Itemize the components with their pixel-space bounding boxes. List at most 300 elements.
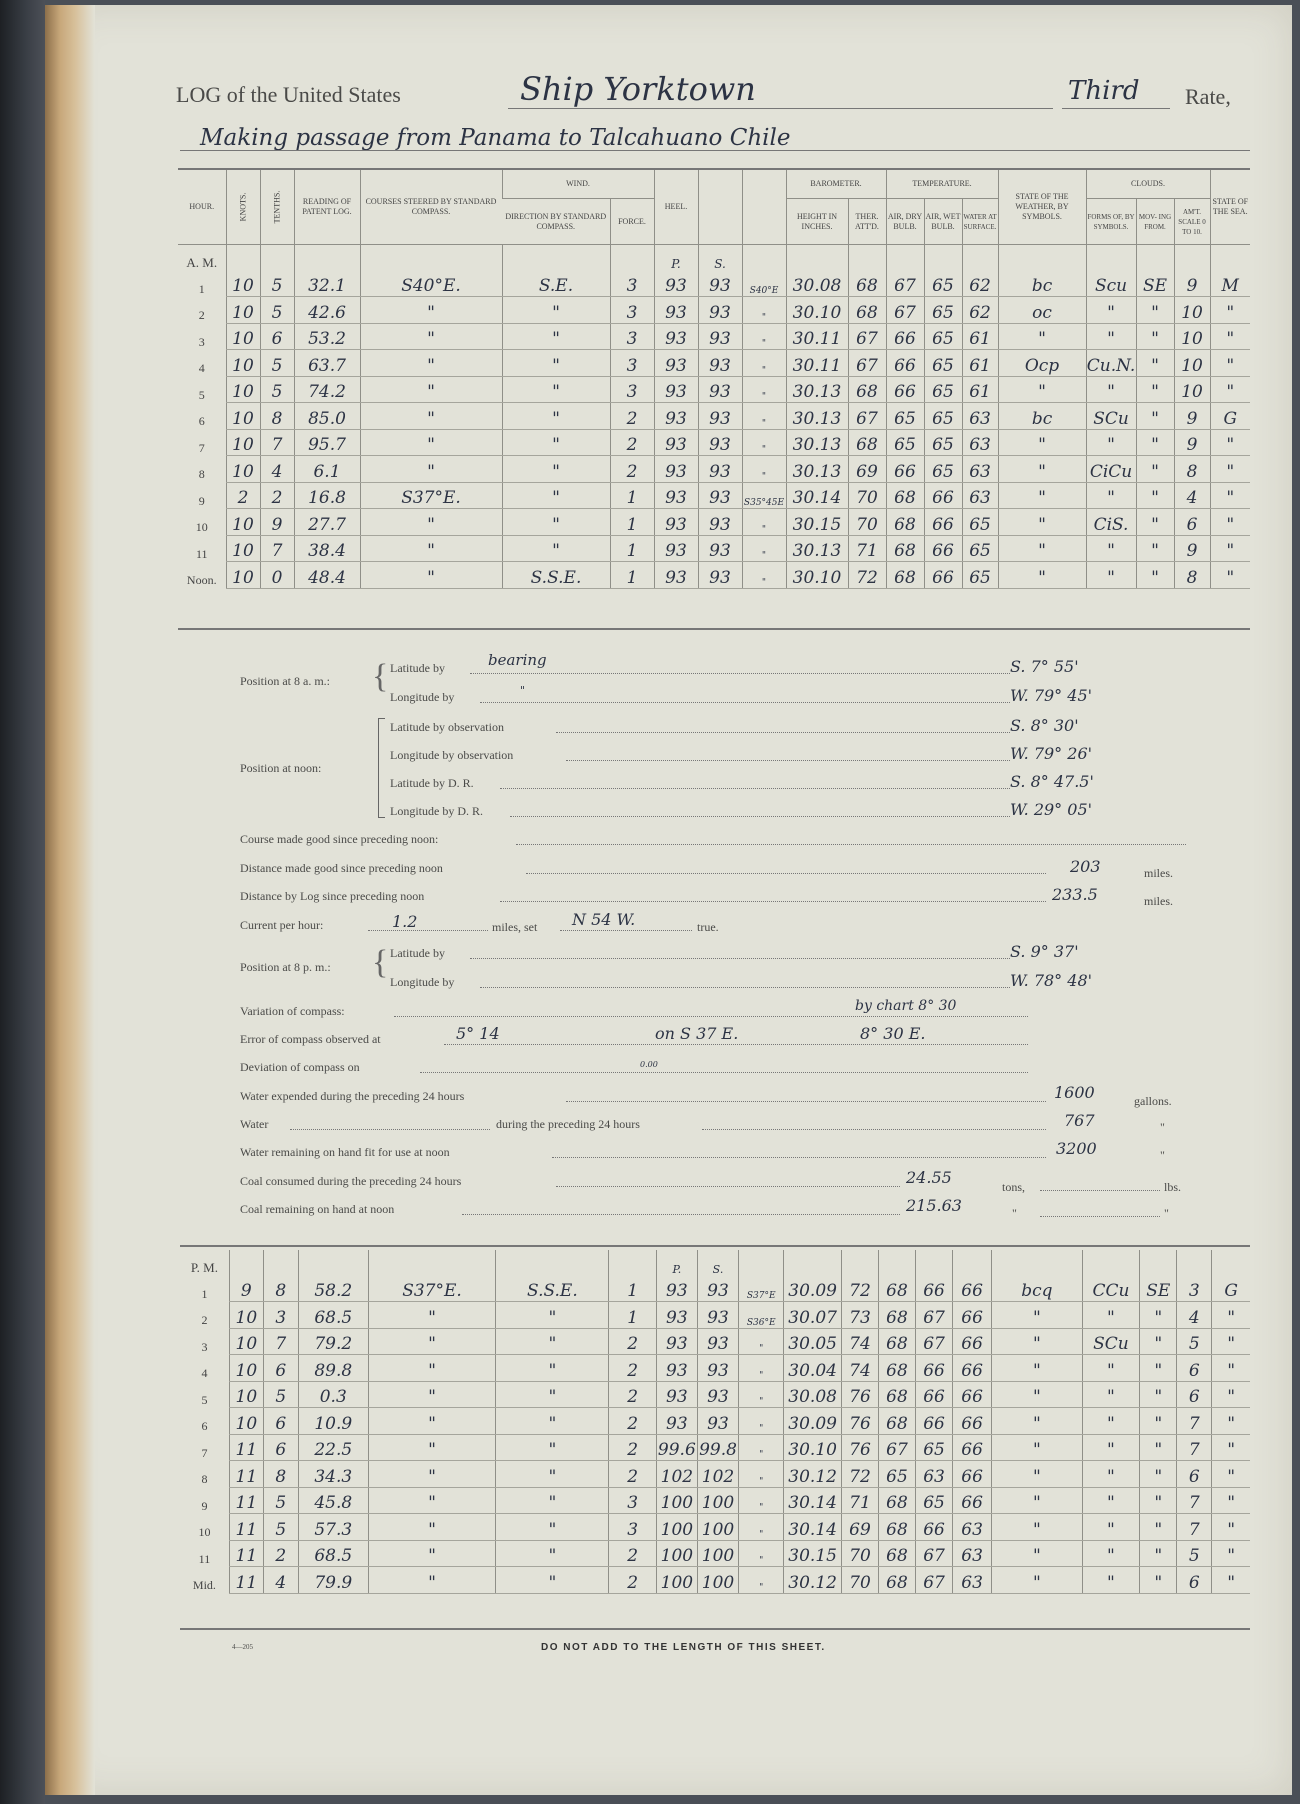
table-cell: ": [502, 535, 610, 562]
table-cell: ": [502, 429, 610, 456]
table-cell: 30.14: [784, 1514, 842, 1541]
table-cell: ": [368, 1540, 496, 1567]
table-cell: 67: [848, 323, 886, 350]
pos8am-label: Position at 8 a. m.:: [240, 674, 330, 688]
table-cell: 30.10: [786, 297, 848, 324]
table-cell: ": [998, 429, 1086, 456]
table-cell: 70: [841, 1567, 878, 1594]
table-cell: 63: [962, 403, 998, 430]
table-cell: 65: [924, 376, 962, 403]
table-cell: 100: [656, 1540, 697, 1567]
tons-label: tons,: [1002, 1180, 1026, 1194]
table-cell: 11: [229, 1434, 263, 1461]
table-cell: 8: [260, 403, 294, 430]
table-cell: 30.08: [784, 1381, 842, 1408]
table-cell: 62: [962, 271, 998, 297]
table-cell: 9: [198, 493, 205, 508]
table-cell: 4: [201, 1366, 208, 1380]
table-cell: ": [992, 1381, 1083, 1408]
table-cell: ": [1086, 376, 1136, 403]
table-cell: 10: [229, 1355, 263, 1382]
table-cell: 68: [878, 1567, 915, 1594]
col-hour: HOUR.: [178, 169, 226, 245]
table-row: [180, 1381, 1250, 1408]
coal-consumed-leader: [556, 1186, 900, 1187]
table-cell: 7: [260, 429, 294, 456]
table-cell: 93: [698, 323, 742, 350]
table-cell: 10: [198, 1525, 211, 1539]
table-cell: 30.13: [786, 376, 848, 403]
table-cell: 30.09: [784, 1408, 842, 1435]
table-cell: SCu: [1082, 1328, 1140, 1355]
table-cell: 10: [229, 1381, 263, 1408]
table-cell: 30.15: [784, 1540, 842, 1567]
table-cell: 61: [962, 376, 998, 403]
table-cell: 2: [609, 1540, 656, 1567]
footer-notice: DO NOT ADD TO THE LENGTH OF THIS SHEET.: [541, 1642, 826, 1653]
table-cell: ": [992, 1540, 1083, 1567]
table-cell: 66: [924, 509, 962, 536]
lat-8pm-value: S. 9° 37': [1010, 942, 1079, 961]
table-cell: ": [502, 509, 610, 536]
table-row: [178, 403, 1250, 430]
table-cell: ": [1082, 1381, 1140, 1408]
table-cell: 93: [654, 509, 698, 536]
table-cell: ": [360, 509, 502, 536]
table-cell: 69: [848, 456, 886, 483]
lon-8pm-label: Longitude by: [390, 975, 455, 989]
variation-label: Variation of compass:: [240, 1004, 345, 1018]
table-cell: ": [1136, 535, 1174, 562]
table-cell: 1: [201, 1286, 208, 1301]
table-cell: 1: [610, 562, 654, 589]
pm-log-table: [180, 1250, 1250, 1594]
table-cell: 9: [1174, 535, 1210, 562]
table-cell: ": [1212, 1328, 1250, 1355]
table-cell: ": [1086, 429, 1136, 456]
deviation-leader: [420, 1072, 1028, 1073]
table-cell: ": [1210, 429, 1250, 456]
table-cell: 66: [916, 1355, 953, 1382]
lon-8pm-value: W. 78° 48': [1010, 971, 1093, 990]
table-cell: 11: [198, 1551, 211, 1566]
col-sea: STATE OF THE SEA.: [1210, 169, 1250, 245]
table-cell: ": [1082, 1355, 1140, 1382]
table-cell: SCu: [1086, 403, 1136, 430]
table-cell: 68: [878, 1381, 915, 1408]
col-wind-direction: DIRECTION BY STANDARD COMPASS.: [505, 211, 607, 231]
table-cell: 2: [610, 456, 654, 483]
table-cell: 10: [226, 562, 260, 589]
table-cell: ": [992, 1302, 1083, 1329]
table-row: [180, 1434, 1250, 1461]
table-cell: ": [1086, 535, 1136, 562]
table-cell: 89.8: [298, 1355, 368, 1382]
table-cell: 68: [878, 1514, 915, 1541]
lat-by-label: Latitude by: [390, 661, 445, 675]
table-cell: ": [739, 1461, 784, 1488]
lon-dr-leader: [510, 816, 1010, 817]
table-cell: 5: [198, 387, 205, 402]
table-cell: 76: [841, 1434, 878, 1461]
table-cell: 93: [698, 562, 742, 589]
table-cell: ": [368, 1355, 496, 1382]
table-cell: 2: [609, 1381, 656, 1408]
rate-label: Rate,: [1185, 84, 1231, 109]
table-cell: ": [1212, 1461, 1250, 1488]
table-cell: ": [1136, 403, 1174, 430]
table-cell: ": [1210, 509, 1250, 536]
col-heel-3: [742, 169, 786, 245]
table-cell: 8: [198, 467, 205, 481]
table-cell: bc: [998, 271, 1086, 297]
pos8pm-label: Position at 8 p. m.:: [240, 960, 331, 974]
table-cell: 65: [886, 429, 924, 456]
course-made-good-label: Course made good since preceding noon:: [240, 832, 439, 846]
table-cell: ": [739, 1567, 784, 1594]
table-cell: ": [360, 429, 502, 456]
col-patent-log: READING OF PATENT LOG.: [294, 169, 360, 245]
table-cell: ": [496, 1434, 609, 1461]
table-cell: 2: [226, 482, 260, 509]
table-cell: 2: [609, 1408, 656, 1435]
table-cell: 93: [698, 271, 742, 297]
table-cell: 6: [201, 1419, 208, 1433]
table-cell: 1: [609, 1276, 656, 1302]
table-cell: ": [998, 323, 1086, 350]
table-cell: 7: [1177, 1514, 1212, 1541]
table-cell: 10: [1174, 297, 1210, 324]
distance-good-label: Distance made good since preceding noon: [240, 861, 443, 875]
table-cell: 65: [886, 403, 924, 430]
table-cell: 3: [610, 271, 654, 297]
table-cell: 3: [263, 1302, 298, 1329]
table-cell: 3: [609, 1514, 656, 1541]
table-cell: S.S.E.: [502, 562, 610, 589]
table-row: [180, 1487, 1250, 1514]
table-cell: 68: [886, 535, 924, 562]
table-cell: 6: [1174, 509, 1210, 536]
table-cell: ": [368, 1487, 496, 1514]
table-cell: 68.5: [298, 1540, 368, 1567]
table-cell: 99.6: [656, 1434, 697, 1461]
table-cell: 48.4: [294, 562, 360, 589]
table-cell: 67: [886, 271, 924, 297]
col-baro-ther: THER. ATT'D.: [848, 199, 886, 245]
lon-8pm-leader: [480, 987, 1010, 988]
table-cell: 10: [1174, 376, 1210, 403]
coal-remaining-ditto: ": [1012, 1206, 1017, 1220]
water-remaining-label: Water remaining on hand fit for use at noon: [240, 1145, 450, 1159]
water-leader-a: [290, 1129, 490, 1130]
col-knots-label: KNOTS.: [237, 192, 247, 222]
table-cell: ": [1136, 562, 1174, 589]
table-cell: ": [1086, 297, 1136, 324]
table-cell: 53.2: [294, 323, 360, 350]
table-cell: 30.13: [786, 429, 848, 456]
table-cell: 9: [229, 1276, 263, 1302]
table-cell: ": [1136, 350, 1174, 377]
table-cell: S37°E.: [360, 482, 502, 509]
table-cell: 70: [848, 482, 886, 509]
table-cell: ": [360, 535, 502, 562]
table-cell: 68: [878, 1302, 915, 1329]
passage-underline: [180, 150, 1250, 151]
table-cell: 10: [229, 1328, 263, 1355]
current-value: 1.2: [392, 912, 418, 931]
am-label: A. M.: [186, 254, 218, 270]
table-cell: 10.9: [298, 1408, 368, 1435]
table-cell: 79.9: [298, 1567, 368, 1594]
water-remaining-leader: [552, 1157, 1046, 1158]
table-cell: ": [739, 1514, 784, 1541]
table-cell: ": [1140, 1540, 1177, 1567]
table-cell: 85.0: [294, 403, 360, 430]
table-cell: 65: [924, 271, 962, 297]
table-cell: 71: [848, 535, 886, 562]
table-cell: 66: [953, 1302, 992, 1329]
table-cell: 3: [610, 350, 654, 377]
ship-name: Ship Yorktown: [520, 70, 756, 108]
table-cell: 93: [698, 535, 742, 562]
form-number: 4—205: [232, 1643, 253, 1651]
lat-dr-leader: [500, 788, 1010, 789]
table-cell: 11: [229, 1514, 263, 1541]
lon-obs-label: Longitude by observation: [390, 748, 514, 762]
table-cell: G: [1212, 1276, 1250, 1302]
table-cell: S40°E.: [360, 271, 502, 297]
water-remaining-ditto: ": [1160, 1148, 1165, 1162]
table-cell: 9: [201, 1498, 208, 1513]
table-cell: 68: [848, 429, 886, 456]
col-barometer: BAROMETER.: [786, 169, 886, 199]
am-rows: [178, 245, 1250, 589]
col-heel-2: [698, 169, 742, 245]
water-expended-label: Water expended during the preceding 24 hours: [240, 1089, 465, 1103]
table-cell: 7: [1177, 1434, 1212, 1461]
table-cell: S37°E: [739, 1276, 784, 1302]
table-cell: 100: [697, 1514, 738, 1541]
table-cell: 27.7: [294, 509, 360, 536]
table-cell: 93: [697, 1355, 738, 1382]
table-row: [180, 1461, 1250, 1488]
table-cell: 68: [848, 376, 886, 403]
table-cell: S.S.E.: [496, 1276, 609, 1302]
table-cell: 93: [656, 1408, 697, 1435]
table-cell: ": [360, 456, 502, 483]
table-row: [180, 1355, 1250, 1382]
table-cell: ": [1082, 1487, 1140, 1514]
table-cell: 70: [841, 1540, 878, 1567]
table-cell: 66: [953, 1381, 992, 1408]
table-cell: 30.11: [786, 323, 848, 350]
table-cell: 4: [263, 1567, 298, 1594]
table-cell: 5: [260, 350, 294, 377]
table-cell: ": [992, 1355, 1083, 1382]
table-cell: ": [502, 297, 610, 324]
table-cell: ": [496, 1514, 609, 1541]
table-cell: 65: [916, 1434, 953, 1461]
table-cell: 10: [1174, 323, 1210, 350]
table-cell: G: [1210, 403, 1250, 430]
table-cell: 2: [609, 1461, 656, 1488]
table-cell: 22.5: [298, 1434, 368, 1461]
water-remaining-value: 3200: [1056, 1139, 1097, 1158]
table-cell: 93: [656, 1302, 697, 1329]
table-cell: ": [368, 1328, 496, 1355]
table-cell: ": [1212, 1487, 1250, 1514]
table-cell: 7: [260, 535, 294, 562]
table-row: [178, 297, 1250, 324]
table-cell: ": [1210, 562, 1250, 589]
table-cell: 93: [698, 403, 742, 430]
am-heel-s: S.: [698, 245, 742, 271]
title-underline: [508, 108, 1053, 109]
table-cell: 68: [878, 1276, 915, 1302]
table-cell: ": [368, 1381, 496, 1408]
table-cell: 10: [226, 271, 260, 297]
table-cell: 5: [1177, 1328, 1212, 1355]
table-cell: ": [1140, 1567, 1177, 1594]
table-cell: 93: [654, 376, 698, 403]
true-label: true.: [697, 920, 719, 934]
col-weather: STATE OF THE WEATHER, BY SYMBOLS.: [998, 169, 1086, 245]
table-cell: 66: [953, 1276, 992, 1302]
table-cell: 66: [916, 1408, 953, 1435]
table-cell: ": [360, 403, 502, 430]
table-cell: 30.15: [786, 509, 848, 536]
table-cell: ": [1086, 562, 1136, 589]
table-cell: 6: [198, 414, 205, 428]
table-cell: 30.05: [784, 1328, 842, 1355]
table-cell: 67: [916, 1567, 953, 1594]
table-cell: ": [992, 1487, 1083, 1514]
table-cell: 4: [1177, 1302, 1212, 1329]
variation-leader: [394, 1016, 1028, 1017]
table-cell: ": [992, 1514, 1083, 1541]
lat-obs-value: S. 8° 30': [1010, 716, 1079, 735]
table-cell: ": [1210, 482, 1250, 509]
table-cell: 8: [263, 1276, 298, 1302]
table-cell: 95.7: [294, 429, 360, 456]
coal-remaining-value: 215.63: [906, 1196, 962, 1215]
table-cell: ": [739, 1408, 784, 1435]
table-cell: 102: [656, 1461, 697, 1488]
table-row: [178, 562, 1250, 589]
table-cell: 65: [962, 535, 998, 562]
table-cell: 5: [263, 1487, 298, 1514]
table-cell: ": [739, 1381, 784, 1408]
table-cell: 30.08: [786, 271, 848, 297]
col-cloud-moving: MOV- ING FROM.: [1136, 199, 1174, 245]
table-cell: ": [998, 456, 1086, 483]
table-cell: 30.13: [786, 535, 848, 562]
table-cell: ": [742, 403, 786, 430]
lon-dr-label: Longitude by D. R.: [390, 804, 483, 818]
table-cell: Mid.: [192, 1578, 216, 1592]
table-cell: 66: [953, 1355, 992, 1382]
table-cell: 67: [848, 350, 886, 377]
col-air-dry: AIR, DRY BULB.: [886, 199, 924, 245]
am-log-table: [178, 168, 1250, 589]
table-cell: ": [1082, 1514, 1140, 1541]
lat-by-value: bearing: [488, 651, 547, 669]
coal-consumed-label: Coal consumed during the preceding 24 hours: [240, 1174, 462, 1188]
table-cell: 66: [916, 1514, 953, 1541]
table-cell: 6: [1177, 1355, 1212, 1382]
table-cell: 93: [654, 323, 698, 350]
lon-obs-value: W. 79° 26': [1010, 744, 1093, 763]
error-on: on S 37 E.: [655, 1024, 739, 1043]
pm-rows: [180, 1250, 1250, 1593]
table-cell: 65: [916, 1487, 953, 1514]
rate-underline: [1062, 108, 1170, 109]
table-cell: 5: [260, 297, 294, 324]
table-row: [180, 1276, 1250, 1302]
table-row: [180, 1514, 1250, 1541]
table-cell: 63: [962, 429, 998, 456]
table-cell: 66: [916, 1381, 953, 1408]
table-cell: ": [1210, 297, 1250, 324]
table-cell: 6.1: [294, 456, 360, 483]
table-cell: ": [502, 482, 610, 509]
table-cell: 68: [886, 482, 924, 509]
table-cell: 67: [878, 1434, 915, 1461]
table-cell: 30.09: [784, 1276, 842, 1302]
table-cell: 93: [698, 350, 742, 377]
book-binding: [0, 0, 45, 1804]
water-during-ditto: ": [1160, 1120, 1165, 1134]
table-cell: 65: [924, 403, 962, 430]
table-cell: 30.07: [784, 1302, 842, 1329]
error-leader: [444, 1044, 1028, 1045]
table-cell: 68: [878, 1408, 915, 1435]
table-cell: ": [1140, 1461, 1177, 1488]
current-leader: [368, 930, 488, 931]
table-cell: 65: [924, 350, 962, 377]
table-row: [178, 482, 1250, 509]
table-cell: 93: [656, 1381, 697, 1408]
table-cell: 8: [201, 1472, 208, 1486]
table-cell: ": [1082, 1434, 1140, 1461]
coal-remaining-leader: [462, 1214, 900, 1215]
table-cell: 10: [226, 323, 260, 350]
table-row: [178, 271, 1250, 297]
table-cell: ": [502, 376, 610, 403]
table-cell: ": [1210, 323, 1250, 350]
table-cell: 66: [953, 1434, 992, 1461]
table-cell: 93: [697, 1276, 738, 1302]
table-cell: ": [360, 323, 502, 350]
col-knots: [226, 169, 260, 245]
distance-log-unit: miles.: [1144, 894, 1173, 908]
table-cell: 63.7: [294, 350, 360, 377]
table-cell: ": [1140, 1328, 1177, 1355]
table-cell: 30.10: [784, 1434, 842, 1461]
table-cell: 6: [263, 1434, 298, 1461]
table-cell: ": [739, 1487, 784, 1514]
distance-log-value: 233.5: [1052, 885, 1098, 904]
table-cell: 3: [610, 376, 654, 403]
table-cell: ": [368, 1302, 496, 1329]
table-cell: 10: [226, 350, 260, 377]
water-expended-leader: [566, 1101, 1046, 1102]
table-cell: 67: [916, 1328, 953, 1355]
col-baro-height: HEIGHT IN INCHES.: [786, 199, 848, 245]
table-cell: 93: [654, 403, 698, 430]
table-cell: 2: [198, 308, 205, 322]
table-cell: 8: [1174, 562, 1210, 589]
